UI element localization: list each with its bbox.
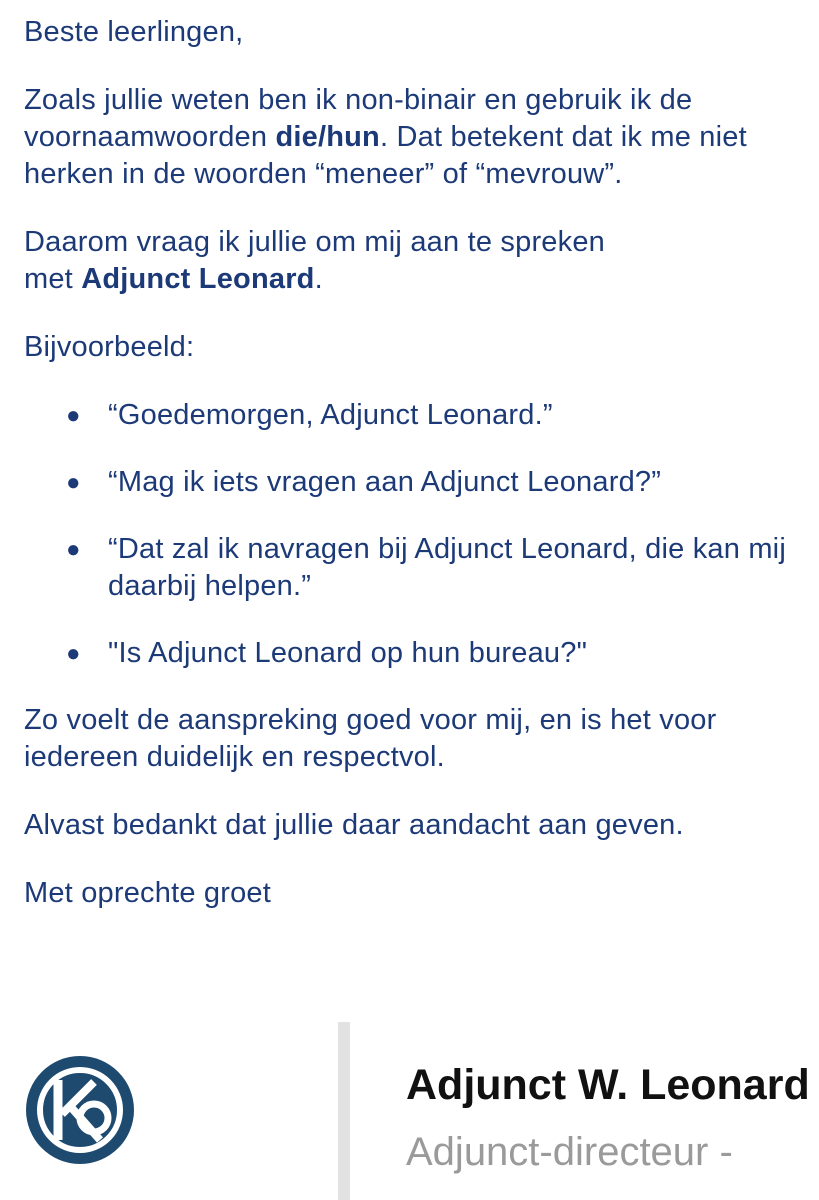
paragraph-pronouns: Zoals jullie weten ben ik non-binair en gebruik ik de voornaamwoorden die/hun. Dat betekent dat ik me niet herken in de woorden “meneer” of “mevrouw”. <box>24 84 747 190</box>
examples-intro: Bijvoorbeeld: <box>24 331 195 363</box>
bullet-icon: ● <box>66 536 81 563</box>
email-body <box>24 14 804 943</box>
bullet-icon: ● <box>66 640 81 667</box>
pronouns-bold: die/hun <box>275 121 380 153</box>
list-item: ● “Dat zal ik navragen bij Adjunct Leonard, die kan mij daarbij helpen.” <box>66 533 786 602</box>
list-item: ● “Mag ik iets vragen aan Adjunct Leonard?” <box>24 464 804 501</box>
bullet-icon: ● <box>66 469 81 496</box>
signature-divider <box>338 1022 350 1200</box>
title-bold: Adjunct Leonard <box>81 263 315 295</box>
paragraph-respect: Zo voelt de aanspreking goed voor mij, en is het voor iedereen duidelijk en respectvol. <box>24 704 717 773</box>
closing: Met oprechte groet <box>24 877 272 909</box>
paragraph-address-request: Daarom vraag ik jullie om mij aan te spreken met Adjunct Leonard. <box>24 226 605 295</box>
signature-role: Adjunct-directeur - <box>406 1130 733 1174</box>
ko-logo-icon <box>24 1054 136 1166</box>
bullet-icon: ● <box>66 402 81 429</box>
paragraph-thanks: Alvast bedankt dat jullie daar aandacht aan geven. <box>24 809 684 841</box>
email-signature <box>0 1020 819 1200</box>
list-item: ● "Is Adjunct Leonard op hun bureau?" <box>24 635 804 672</box>
examples-list <box>24 397 804 672</box>
greeting: Beste leerlingen, <box>24 16 244 48</box>
list-item: ● “Goedemorgen, Adjunct Leonard.” <box>24 397 804 434</box>
signature-name: Adjunct W. Leonard <box>406 1061 810 1109</box>
